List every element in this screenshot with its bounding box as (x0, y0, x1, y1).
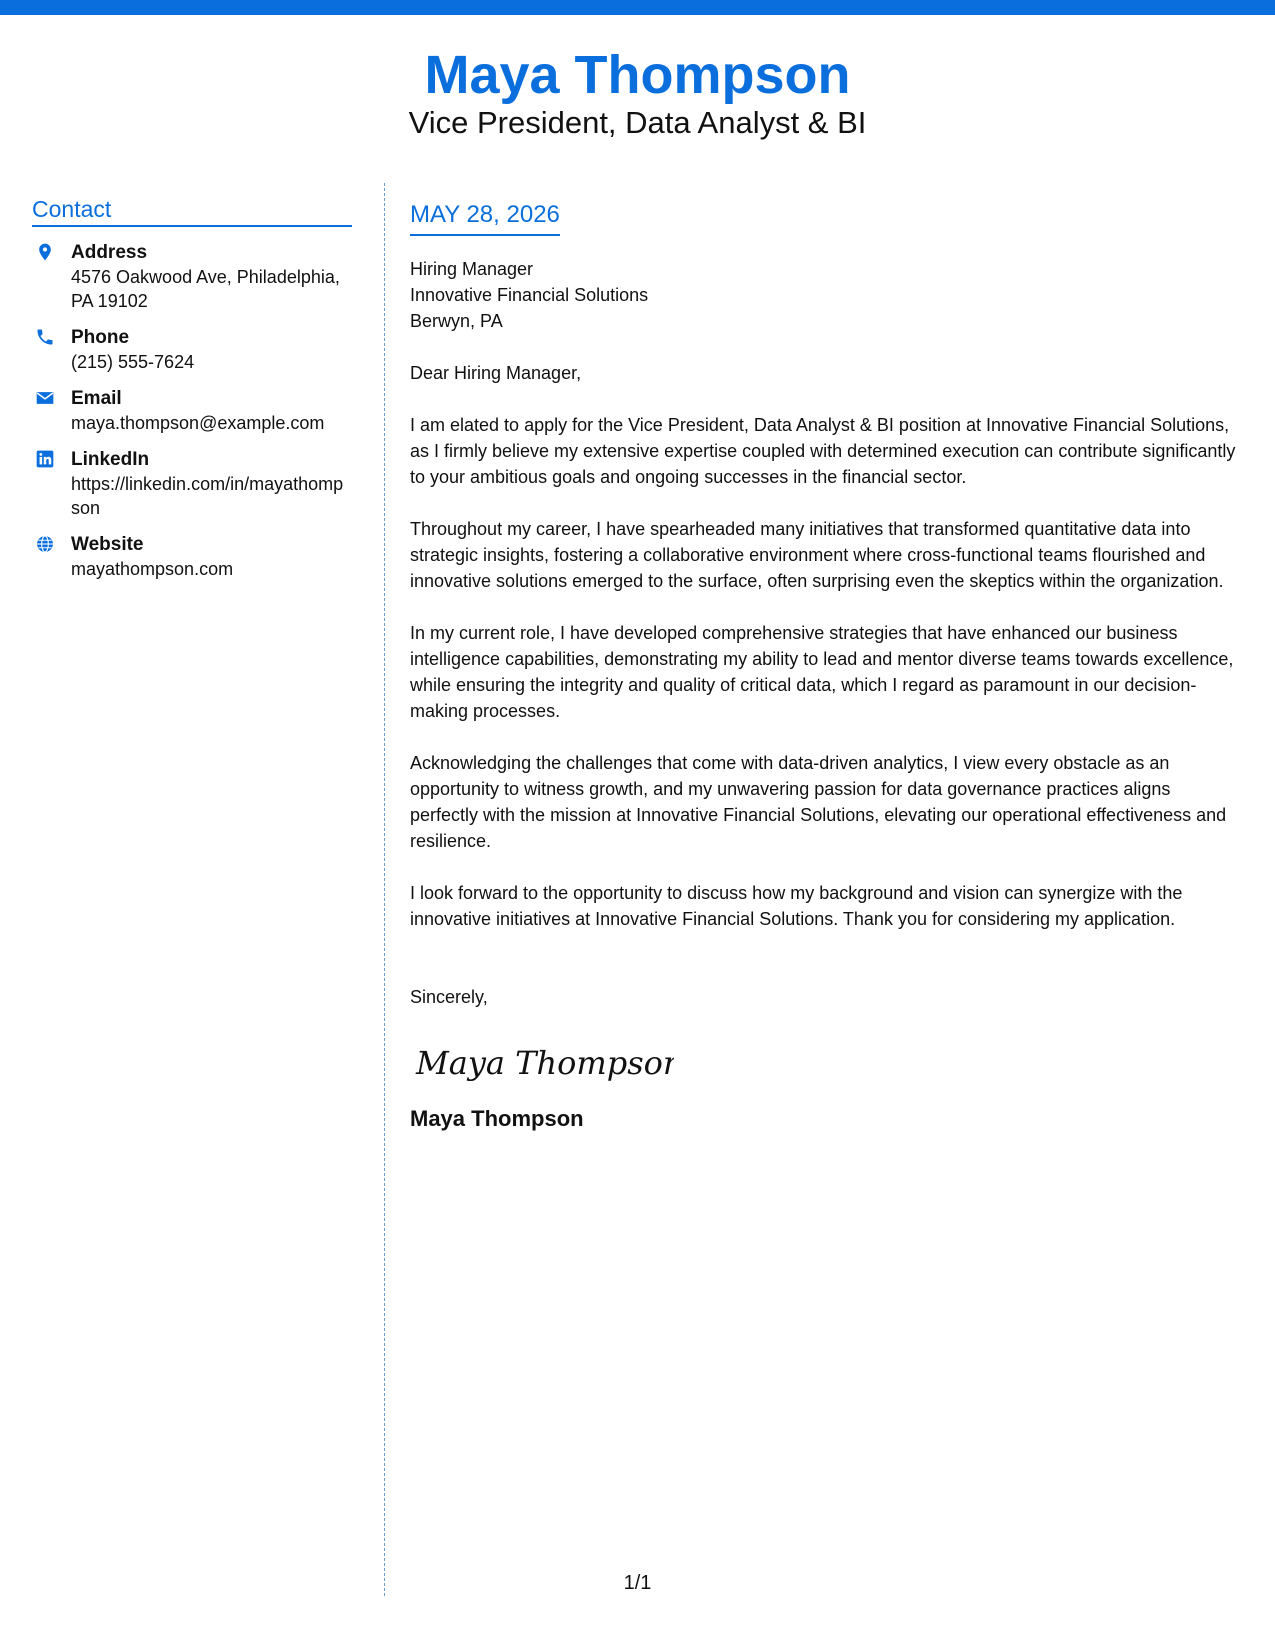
contact-heading: Contact (32, 196, 352, 227)
recipient-line: Innovative Financial Solutions (410, 285, 649, 305)
contact-website-label: Website (71, 534, 144, 555)
letter-paragraph: Throughout my career, I have spearheaded many initiatives that transformed quantitative data into strategic insights, fostering a collaborative environment where cross-functional teams flourished and innovative solutions emerged to the surface, often surprising even the skeptics within the organization. (410, 519, 1224, 591)
phone-icon (35, 327, 55, 347)
contact-email-label: Email (71, 388, 122, 409)
signature-image (414, 1036, 674, 1088)
letter-header (0, 45, 1275, 141)
signer-name: Maya Thompson (410, 1106, 584, 1131)
contact-linkedin-label: LinkedIn (71, 449, 150, 470)
applicant-title: Vice President, Data Analyst & BI (408, 105, 867, 140)
page-number: 1/1 (623, 1572, 652, 1594)
letter-closing: Sincerely, (410, 987, 488, 1007)
letter-paragraph: Acknowledging the challenges that come with data-driven analytics, I view every obstacle as an opportunity to witness growth, and my unwavering passion for data governance practices aligns perfectly with the mission at Innovative Financial Solutions, elevating our operational effectiveness and resilience. (410, 753, 1227, 851)
map-pin-icon (35, 242, 55, 262)
recipient-line: Hiring Manager (410, 259, 534, 279)
envelope-icon (35, 388, 55, 408)
letter-paragraph: In my current role, I have developed comprehensive strategies that have enhanced our business intelligence capabilities, demonstrating my ability to lead and mentor diverse teams towards excellence, while ensuring the integrity and quality of critical data, which I regard as paramount in our decision-making processes. (410, 623, 1234, 721)
contact-email-value[interactable]: maya.thompson@example.com (71, 413, 325, 433)
linkedin-icon (35, 449, 55, 469)
top-accent-bar (0, 0, 1275, 15)
recipient-line: Berwyn, PA (410, 311, 503, 331)
contact-linkedin-value[interactable]: https://linkedin.com/in/mayathompson (71, 474, 344, 518)
contact-address-value: 4576 Oakwood Ave, Philadelphia, PA 19102 (71, 267, 340, 311)
letter-paragraph: I am elated to apply for the Vice President, Data Analyst & BI position at Innovative Financial Solutions, as I firmly believe my extensive expertise coupled with determined execution can contribute significantly to your ambitious goals and ongoing successes in the financial sector. (410, 415, 1236, 487)
letter-greeting: Dear Hiring Manager, (410, 363, 582, 383)
letter-paragraph: I look forward to the opportunity to discuss how my background and vision can synergize with the innovative initiatives at Innovative Financial Solutions. Thank you for considering my application. (410, 883, 1183, 929)
applicant-name: Maya Thompson (424, 45, 851, 105)
contact-phone-label: Phone (71, 327, 130, 348)
signature-text: Maya Thompson (416, 1044, 674, 1082)
column-divider (384, 183, 385, 1596)
contact-address (32, 241, 352, 313)
letter-body (410, 200, 1240, 1133)
contact-website (32, 533, 352, 581)
contact-phone (32, 326, 352, 374)
letter-date: MAY 28, 2026 (410, 200, 560, 236)
contact-website-value[interactable]: mayathompson.com (71, 559, 234, 579)
contact-address-label: Address (71, 242, 148, 263)
globe-icon (35, 534, 55, 554)
recipient-block (410, 256, 1240, 334)
contact-phone-value: (215) 555-7624 (71, 352, 195, 372)
contact-linkedin (32, 448, 352, 520)
contact-email (32, 387, 352, 435)
contact-sidebar (32, 196, 352, 581)
